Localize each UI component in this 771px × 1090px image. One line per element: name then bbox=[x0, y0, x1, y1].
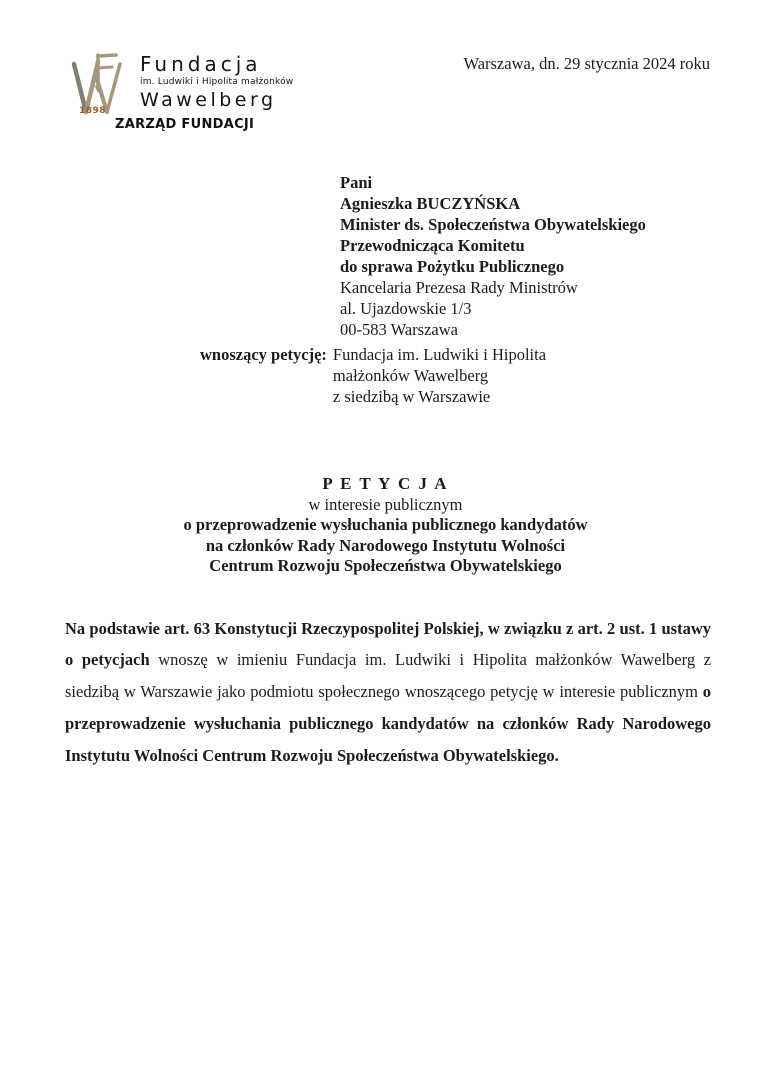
monogram-w-left-stroke bbox=[74, 64, 86, 112]
recipient-title-line: do sprawa Pożytku Publicznego bbox=[340, 257, 565, 276]
foundation-wordmark bbox=[140, 53, 293, 111]
petition-subject-line: Centrum Rozwoju Społeczeństwa Obywatelskiego bbox=[209, 556, 562, 575]
petitioner-value bbox=[333, 344, 546, 407]
body-request-bold: o przeprowadzenie wysłuchania publicznego kandydatów na członków Rady Narodowego Instytutu Wolności Centrum Rozwoju Społeczeństwa Obywatelskiego. bbox=[65, 682, 711, 765]
petition-body-paragraph bbox=[65, 613, 711, 772]
date-place-line: Warszawa, dn. 29 stycznia 2024 roku bbox=[463, 54, 710, 73]
body-legal-basis-bold: Na podstawie art. 63 Konstytucji Rzeczypospolitej Polskiej, w związku z art. 2 ust. 1 ustawy o petycjach bbox=[65, 618, 711, 670]
petitioner-label: wnoszący petycję: bbox=[200, 345, 327, 364]
foundation-board-label: ZARZĄD FUNDACJI bbox=[115, 117, 255, 132]
monogram-year-label: 1898 bbox=[79, 106, 107, 116]
body-regular-text: wnoszę w imieniu Fundacja im. Ludwiki i Hipolita małżonków Wawelberg z siedzibą w Warszawie jako podmiotu społecznego wnoszącego petycję w interesie publicznym bbox=[65, 650, 711, 702]
petition-title-block bbox=[0, 474, 771, 577]
petitioner-block bbox=[200, 344, 546, 407]
petition-subject-line: o przeprowadzenie wysłuchania publicznego kandydatów bbox=[183, 515, 588, 534]
petitioner-line: Fundacja im. Ludwiki i Hipolita bbox=[332, 345, 547, 364]
petition-subject-line: na członków Rady Narodowego Instytutu Wolności bbox=[205, 535, 566, 555]
foundation-name-line3: Wawelberg bbox=[140, 89, 277, 111]
recipient-address-line: al. Ujazdowskie 1/3 bbox=[340, 299, 472, 318]
petition-title: P E T Y C J A bbox=[322, 474, 449, 493]
recipient-address-line: 00-583 Warszawa bbox=[340, 320, 458, 339]
monogram-w-stroke bbox=[107, 64, 120, 112]
recipient-title-line: Minister ds. Społeczeństwa Obywatelskiego bbox=[340, 215, 646, 234]
monogram-f-top-bar bbox=[98, 55, 116, 56]
monogram-f-mid-bar bbox=[98, 67, 112, 68]
petitioner-line: z siedzibą w Warszawie bbox=[332, 387, 491, 406]
recipient-block bbox=[340, 172, 646, 340]
petitioner-line: małżonków Wawelberg bbox=[332, 366, 489, 385]
recipient-name: Agnieszka BUCZYŃSKA bbox=[340, 194, 521, 213]
recipient-address-line: Kancelaria Prezesa Rady Ministrów bbox=[340, 278, 578, 297]
recipient-salutation: Pani bbox=[340, 173, 373, 192]
petition-subtitle: w interesie publicznym bbox=[308, 494, 463, 514]
foundation-name-line2: im. Ludwiki i Hipolita małżonków bbox=[140, 77, 294, 87]
foundation-monogram-logo-icon bbox=[69, 50, 125, 118]
recipient-title-line: Przewodnicząca Komitetu bbox=[340, 236, 525, 255]
foundation-name-line1: Fundacja bbox=[140, 52, 262, 76]
